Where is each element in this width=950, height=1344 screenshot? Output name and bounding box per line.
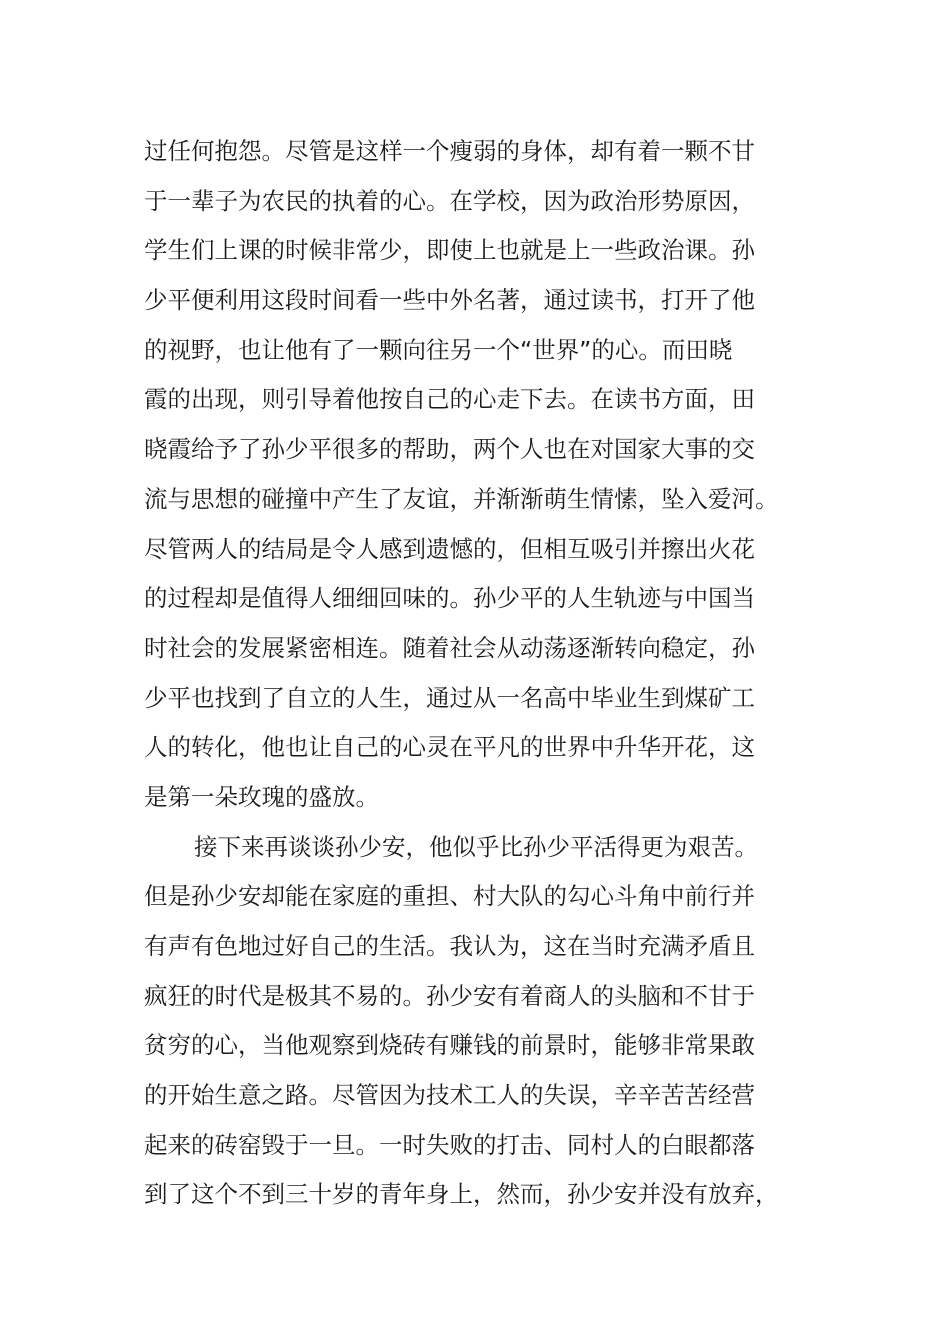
text-line-22: 到了这个不到三十岁的青年身上，然而，孙少安并没有放弃， [144,1180,779,1209]
text-line-12: 少平也找到了自立的人生，通过从一名高中毕业生到煤矿工 [144,683,755,712]
text-line-21: 起来的砖窑毁于一旦。一时失败的打击、同村人的白眼都落 [144,1130,755,1159]
text-line-8: 流与思想的碰撞中产生了友谊，并渐渐萌生情愫，坠入爱河。 [144,484,779,513]
text-line-1: 过任何抱怨。尽管是这样一个瘦弱的身体，却有着一颗不甘 [144,137,755,165]
text-line-5: 的视野，也让他有了一颗向往另一个“世界”的心。而田晓 [144,335,733,364]
text-line-19: 贫穷的心，当他观察到烧砖有赚钱的前景时，能够非常果敢 [144,1031,755,1060]
text-line-11: 时社会的发展紧密相连。随着社会从动荡逐渐转向稳定，孙 [144,633,755,662]
text-line-10: 的过程却是值得人细细回味的。孙少平的人生轨迹与中国当 [144,584,755,613]
text-line-2: 于一辈子为农民的执着的心。在学校，因为政治形势原因， [144,186,755,215]
text-line-16: 但是孙少安却能在家庭的重担、村大队的勾心斗角中前行并 [144,882,755,911]
text-line-9: 尽管两人的结局是令人感到遗憾的，但相互吸引并擦出火花 [144,534,755,563]
text-line-6: 霞的出现，则引导着他按自己的心走下去。在读书方面，田 [144,385,755,414]
text-line-13: 人的转化，他也让自己的心灵在平凡的世界中升华开花，这 [144,733,755,762]
body-text [144,127,824,1220]
paragraph-start-line: 接下来再谈谈孙少安，他似乎比孙少平活得更为艰苦。 [194,832,758,861]
text-line-7: 晓霞给予了孙少平很多的帮助，两个人也在对国家大事的交 [144,435,755,464]
text-line-18: 疯狂的时代是极其不易的。孙少安有着商人的头脑和不甘于 [144,981,755,1010]
text-line-4: 少平便利用这段时间看一些中外名著，通过读书，打开了他 [144,286,755,315]
text-line-17: 有声有色地过好自己的生活。我认为，这在当时充满矛盾且 [144,932,755,960]
text-line-20: 的开始生意之路。尽管因为技术工人的失误，辛辛苦苦经营 [144,1081,755,1110]
text-line-3: 学生们上课的时候非常少，即使上也就是上一些政治课。孙 [144,236,755,265]
text-line-14: 是第一朵玫瑰的盛放。 [144,782,379,811]
